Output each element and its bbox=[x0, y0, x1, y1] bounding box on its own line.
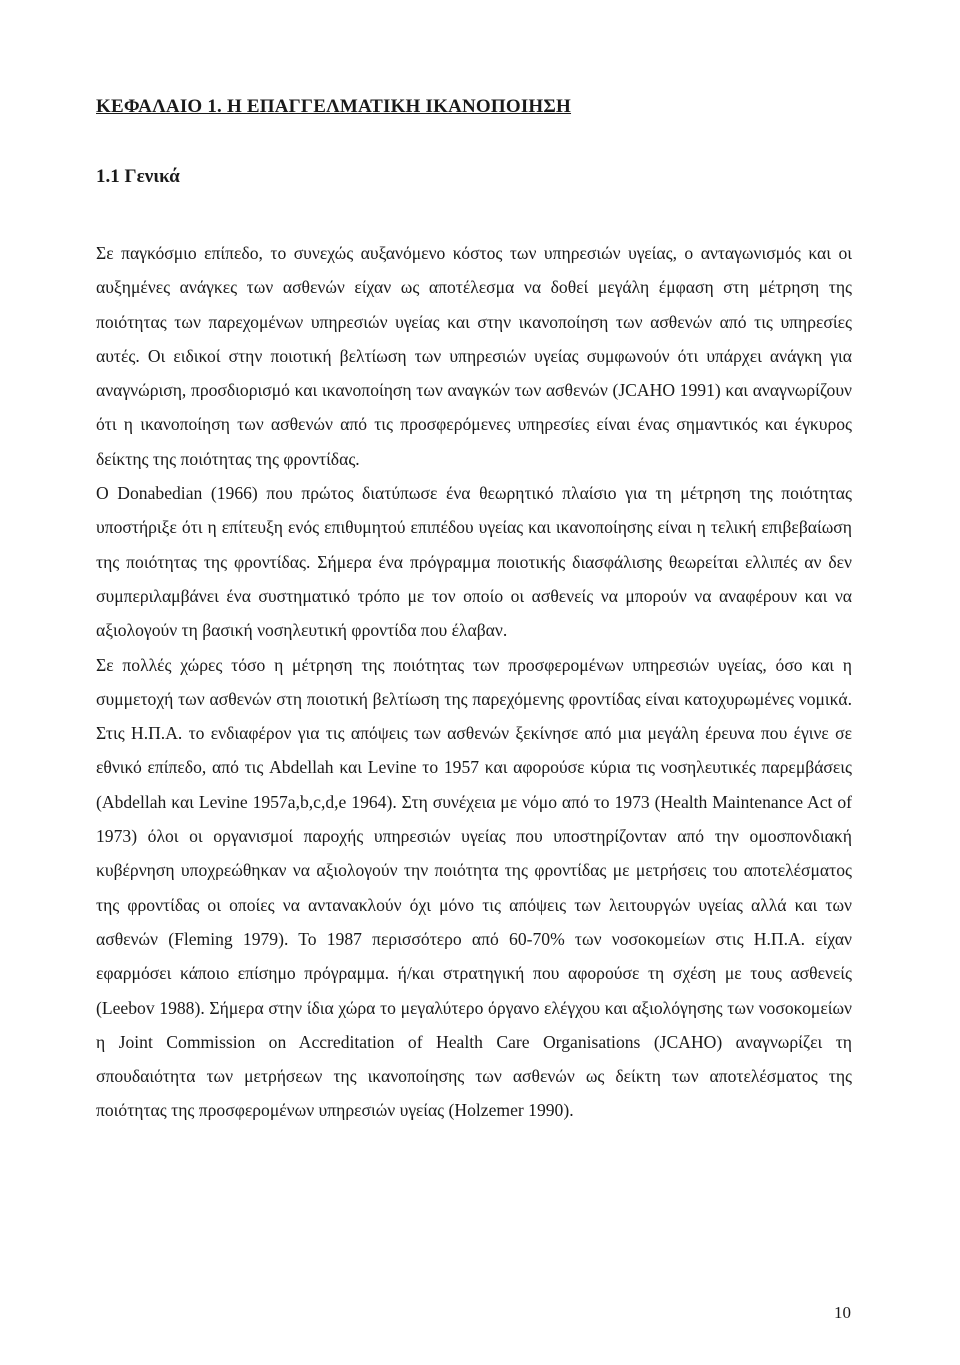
page-number: 10 bbox=[834, 1303, 851, 1322]
section-title: 1.1 Γενικά bbox=[96, 166, 180, 187]
paragraph-3: Σε πολλές χώρες τόσο η μέτρηση της ποιότητας των προσφερομένων υπηρεσιών υγείας, όσο και η συμμετοχή των ασθενών στη ποιοτική βελτίωση της παρεχόμενης φροντίδας είναι κατοχυρωμένες νομικά. Στις Η.Π.Α. το ενδιαφέρον για τις απόψεις των ασθενών ξεκίνησε από μια μεγάλη έρευνα που έγινε σε εθνικό επίπεδο, από τις Abdellah και Levine το 1957 και αφορούσε κύρια τις νοσηλευτικές παρεμβάσεις (Abdellah και Levine 1957a,b,c,d,e 1964). Στη συνέχεια με νόμο από το 1973 (Health Maintenance Act of 1973) όλοι οι οργανισμοί παροχής υπηρεσιών υγείας που υποστηρίζονταν από την ομοσπονδιακή κυβέρνηση υποχρεώθηκαν να αξιολογούν την ποιότητα της φροντίδας με μετρήσεις του αποτελέσματος της φροντίδας οι οποίες να αντανακλούν όχι μόνο τις απόψεις των λειτουργών υγείας αλλά και των ασθενών (Fleming 1979). Το 1987 περισσότερο από 60-70% των νοσοκομείων στις Η.Π.Α. είχαν εφαρμόσει κάποιο επίσημο πρόγραμμα. ή/και στρατηγική που αφορούσε τη σχέση με τους ασθενείς (Leebov 1988). Σήμερα στην ίδια χώρα το μεγαλύτερο όργανο ελέγχου και αξιολόγησης των νοσοκομείων η Joint Commission on Accreditation of Health Care Organisations (JCAHO) αναγνωρίζει τη σπουδαιότητα των μετρήσεων της ικανοποίησης των ασθενών ως δείκτη των αποτελέσματος της ποιότητας της προσφερομένων υπηρεσιών υγείας (Holzemer 1990). bbox=[96, 654, 852, 1121]
paragraph-2: Ο Donabedian (1966) που πρώτος διατύπωσε ένα θεωρητικό πλαίσιο για τη μέτρηση της ποιότητας υποστήριξε ότι η επίτευξη ενός επιθυμητού επιπέδου υγείας και ικανοποίησης είναι η τελική επιβεβαίωση της ποιότητας της φροντίδας. Σήμερα ένα πρόγραμμα ποιοτικής διασφάλισης θεωρείται ελλιπές αν δεν συμπεριλαμβάνει ένα συστηματικό τρόπο με τον οποίο οι ασθενείς να μπορούν να αναφέρουν και να αξιολογούν τη βασική νοσηλευτική φροντίδα που έλαβαν. bbox=[96, 483, 852, 641]
chapter-title: ΚΕΦΑΛΑΙΟ 1. Η ΕΠΑΓΓΕΛΜΑΤΙΚΗ ΙΚΑΝΟΠΟΙΗΣΗ bbox=[96, 96, 572, 117]
body-text bbox=[96, 236, 852, 1128]
paragraph-1: Σε παγκόσμιο επίπεδο, το συνεχώς αυξανόμενο κόστος των υπηρεσιών υγείας, ο ανταγωνισμός και οι αυξημένες ανάγκες των ασθενών είχαν ως αποτέλεσμα να δοθεί μεγάλη έμφαση στη μέτρηση της ποιότητας των παρεχομένων υπηρεσιών υγείας και στην ικανοποίηση των ασθενών από τις υπηρεσίες αυτές. Οι ειδικοί στην ποιοτική βελτίωση των υπηρεσιών υγείας συμφωνούν ότι υπάρχει ανάγκη για αναγνώριση, προσδιορισμό και ικανοποίηση των αναγκών των ασθενών (JCAHO 1991) και αναγνωρίζουν ότι η ικανοποίηση των ασθενών από τις προσφερόμενες υπηρεσίες είναι ένας σημαντικός και έγκυρος δείκτης της ποιότητας της φροντίδας. bbox=[96, 243, 852, 469]
